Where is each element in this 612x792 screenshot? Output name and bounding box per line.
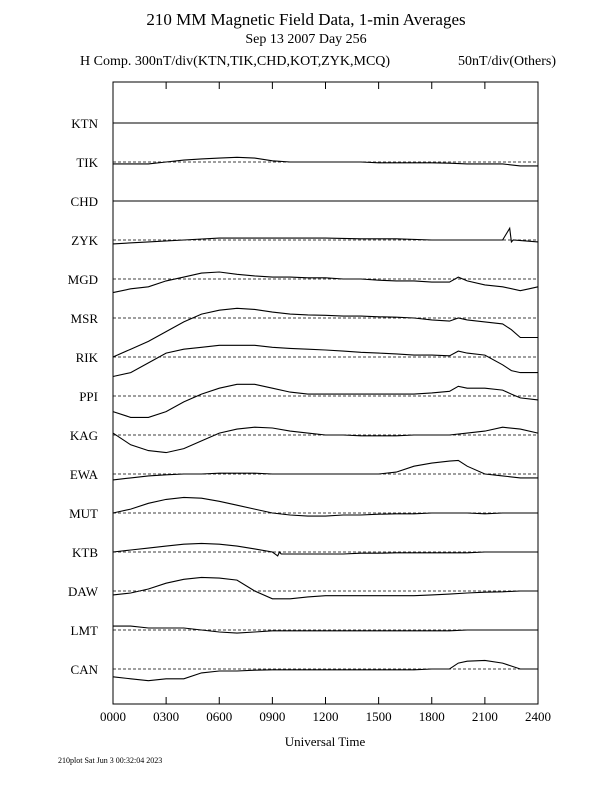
trace-kag (113, 427, 538, 452)
station-label-chd: CHD (70, 194, 98, 209)
trace-daw (113, 577, 538, 598)
x-tick-label-2400: 2400 (525, 709, 551, 724)
x-tick-label-0600: 0600 (206, 709, 233, 724)
trace-lmt (113, 626, 538, 633)
station-label-msr: MSR (70, 311, 98, 326)
x-tick-label-1200: 1200 (312, 709, 339, 724)
trace-ewa (113, 460, 538, 480)
station-label-daw: DAW (67, 584, 98, 599)
component-scale-label: H Comp. 300nT/div(KTN,TIK,CHD,KOT,ZYK,MCQ) (80, 54, 391, 69)
station-label-ktb: KTB (72, 545, 98, 560)
x-tick-label-0300: 0300 (153, 709, 180, 724)
station-label-lmt: LMT (70, 623, 98, 638)
station-label-ewa: EWA (69, 467, 98, 482)
station-label-ppi: PPI (79, 389, 98, 404)
trace-tik (113, 157, 538, 166)
trace-zyk (113, 228, 538, 244)
others-scale-label: 50nT/div(Others) (458, 54, 556, 69)
station-label-zyk: ZYK (71, 233, 98, 248)
trace-mgd (113, 272, 538, 293)
plot-footer: 210plot Sat Jun 3 00:32:04 2023 (58, 756, 163, 765)
station-label-kag: KAG (69, 428, 98, 443)
x-tick-label-1500: 1500 (365, 709, 392, 724)
station-label-mgd: MGD (67, 272, 98, 287)
trace-can (113, 660, 538, 680)
station-label-tik: TIK (76, 155, 98, 170)
trace-ppi (113, 384, 538, 417)
x-tick-label-2100: 2100 (471, 709, 498, 724)
station-label-rik: RIK (75, 350, 98, 365)
x-tick-label-0000: 0000 (100, 709, 126, 724)
chart-title: 210 MM Magnetic Field Data, 1-min Averages (146, 10, 466, 29)
station-label-can: CAN (70, 662, 98, 677)
x-tick-label-0900: 0900 (259, 709, 286, 724)
x-tick-label-1800: 1800 (418, 709, 445, 724)
trace-ktb (113, 543, 538, 556)
station-label-mut: MUT (69, 506, 98, 521)
x-axis-label: Universal Time (284, 734, 366, 749)
plot-frame (113, 82, 538, 704)
chart-subtitle: Sep 13 2007 Day 256 (245, 32, 367, 47)
station-label-ktn: KTN (71, 116, 98, 131)
trace-rik (113, 345, 538, 376)
